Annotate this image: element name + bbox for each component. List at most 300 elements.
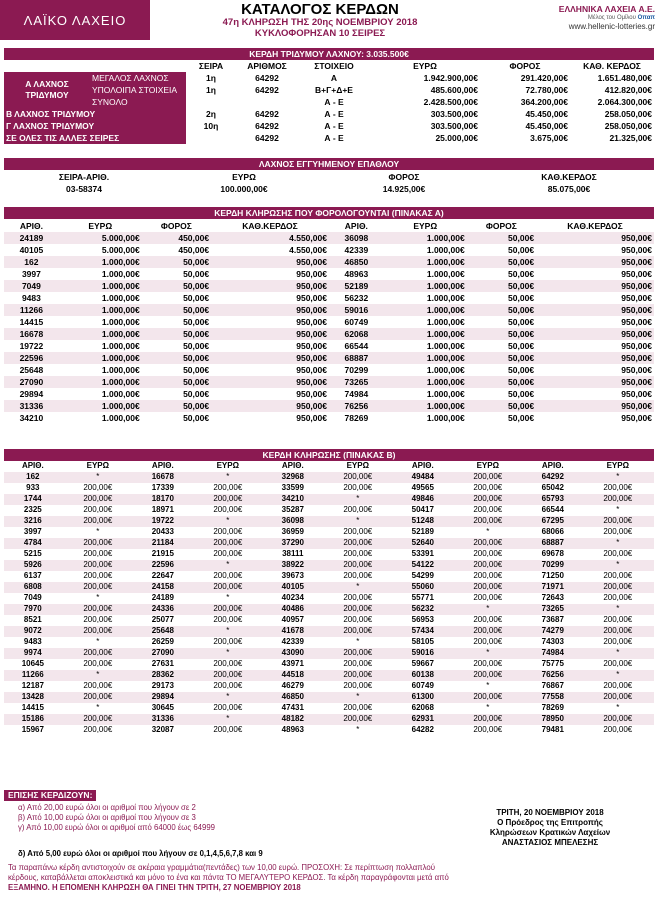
table-row — [4, 400, 654, 412]
table-cell: 200,00€ — [473, 560, 503, 570]
table-cell: 950,00€ — [621, 328, 652, 339]
table-row — [4, 538, 654, 549]
table-cell: 14.925,00€ — [382, 183, 426, 194]
table-cell: * — [486, 648, 490, 658]
table-cell: 52189 — [411, 527, 434, 537]
table-cell: 950,00€ — [296, 388, 327, 399]
table-cell: 64292 — [255, 84, 279, 95]
table-cell: 200,00€ — [603, 516, 633, 526]
table-cell: 1.000,00€ — [101, 304, 140, 315]
table-cell: * — [616, 670, 620, 680]
table-cell: 59667 — [411, 659, 434, 669]
table-cell: 10η — [203, 120, 219, 131]
table-cell: 200,00€ — [343, 560, 373, 570]
table-cell: 50,00€ — [183, 352, 210, 363]
table-cell: 69678 — [541, 549, 564, 559]
table-cell: 9072 — [23, 626, 42, 636]
table-cell: 200,00€ — [343, 571, 373, 581]
table-cell: 67295 — [541, 516, 564, 526]
table-cell: 32968 — [281, 472, 304, 482]
table-cell: 48963 — [344, 268, 369, 279]
table-cell: 37290 — [281, 538, 304, 548]
table-cell: 950,00€ — [621, 400, 652, 411]
table-cell: 47431 — [281, 703, 304, 713]
table-cell: * — [486, 681, 490, 691]
table-cell — [236, 96, 298, 108]
table-cell: * — [616, 604, 620, 614]
header-row — [4, 171, 654, 183]
table-cell: 200,00€ — [473, 538, 503, 548]
footer-line: β) Από 10,00 ευρώ όλοι οι αριθμοί που λήγουν σε 3 — [18, 813, 196, 822]
table-cell: 49846 — [411, 494, 434, 504]
table-cell: 200,00€ — [213, 670, 243, 680]
table-cell: ΦΟΡΟΣ — [388, 171, 420, 182]
table-row — [4, 505, 654, 516]
table-cell: 16678 — [151, 472, 174, 482]
footer-line: γ) Από 10,00 ευρώ όλοι οι αριθμοί από 64000 έως 64999 — [18, 823, 216, 832]
table-row — [4, 615, 654, 626]
table-cell: 950,00€ — [296, 328, 327, 339]
table-cell: 100.000,00€ — [220, 183, 268, 194]
table-row — [4, 120, 654, 132]
table-cell: 25648 — [151, 626, 174, 636]
table-cell: 40105 — [19, 244, 44, 255]
table-cell: 950,00€ — [621, 304, 652, 315]
table-cell: ΣΕΙΡΑ — [198, 60, 224, 71]
table-cell: 49484 — [411, 472, 434, 482]
table-cell: 77558 — [541, 692, 564, 702]
table-cell: 200,00€ — [343, 538, 373, 548]
table-cell: 200,00€ — [603, 483, 633, 493]
table-cell: 50,00€ — [183, 316, 210, 327]
table-cell: Α - Ε — [324, 120, 344, 131]
table-cell: 950,00€ — [621, 280, 652, 291]
table-cell: 50,00€ — [508, 388, 535, 399]
table-cell: 25077 — [151, 615, 174, 625]
table-cell: 24336 — [151, 604, 174, 614]
table-cell: 50,00€ — [183, 304, 210, 315]
table-cell: 200,00€ — [343, 472, 373, 482]
table-cell: 72.780,00€ — [525, 84, 568, 95]
table-cell: 1.000,00€ — [426, 280, 465, 291]
table-cell: 76867 — [541, 681, 564, 691]
table-cell: 200,00€ — [83, 692, 113, 702]
table-row — [4, 516, 654, 527]
table-cell: 22596 — [151, 560, 174, 570]
table-a — [4, 220, 654, 424]
table-cell: * — [96, 472, 100, 482]
table-cell: 65793 — [541, 494, 564, 504]
table-cell: 35287 — [281, 505, 304, 515]
table-cell — [90, 60, 186, 72]
column-header: ΦΟΡΟΣ — [485, 220, 517, 231]
table-cell: * — [616, 472, 620, 482]
column-header: ΑΡΙΘ. — [541, 461, 564, 471]
table-cell: 200,00€ — [83, 604, 113, 614]
table-cell: 200,00€ — [343, 648, 373, 658]
table-cell: 950,00€ — [621, 316, 652, 327]
table-cell: 1.000,00€ — [426, 232, 465, 243]
table-cell: 64292 — [255, 72, 279, 83]
table-cell: 59016 — [411, 648, 434, 658]
column-header: ΚΑΘ.ΚΕΡΔΟΣ — [567, 220, 623, 231]
brand-sub: Μέλος του Ομίλου Οπαπ — [587, 14, 655, 21]
table-row — [4, 549, 654, 560]
table-cell: 66544 — [344, 340, 369, 351]
column-header: ΕΥΡΩ — [606, 461, 629, 471]
table-cell: 200,00€ — [343, 626, 373, 636]
table-cell: 55060 — [411, 582, 434, 592]
table-cell: 6137 — [23, 571, 42, 581]
table-cell: 200,00€ — [83, 571, 113, 581]
header-row — [4, 220, 654, 232]
table-row — [4, 292, 654, 304]
table-cell: 3216 — [23, 516, 42, 526]
table-cell: 21915 — [151, 549, 174, 559]
table-cell: 200,00€ — [213, 615, 243, 625]
column-header: ΦΟΡΟΣ — [160, 220, 192, 231]
table-cell: 19722 — [19, 340, 44, 351]
table-cell: * — [226, 593, 230, 603]
table-cell: 36098 — [344, 232, 369, 243]
table-cell: 200,00€ — [603, 615, 633, 625]
table-cell: 79481 — [541, 725, 564, 735]
table-row — [4, 376, 654, 388]
table-cell: 1.000,00€ — [426, 400, 465, 411]
table-cell: 74984 — [541, 648, 564, 658]
column-header: ΑΡΙΘ. — [19, 220, 43, 231]
table-row — [4, 681, 654, 692]
table-cell: 200,00€ — [603, 725, 633, 735]
table-cell: ΚΑΘ. ΚΕΡΔΟΣ — [583, 60, 641, 71]
table-cell: 200,00€ — [603, 571, 633, 581]
table-cell: 1.000,00€ — [101, 352, 140, 363]
table-cell: 950,00€ — [621, 388, 652, 399]
table-cell: 59016 — [344, 304, 369, 315]
table-cell: 76256 — [541, 670, 564, 680]
table-cell: 200,00€ — [343, 615, 373, 625]
table-cell: 200,00€ — [473, 615, 503, 625]
table-cell: 2η — [206, 108, 216, 119]
table-cell: 200,00€ — [83, 483, 113, 493]
table-cell: 34210 — [19, 412, 44, 423]
table-cell: 258.050,00€ — [604, 108, 652, 119]
table-cell: 71971 — [541, 582, 564, 592]
tri-other-label: Γ ΛΑΧΝΟΣ ΤΡΙΔΥΜΟΥ — [4, 120, 186, 132]
table-cell: 364.200,00€ — [520, 96, 568, 107]
table-cell: 31336 — [151, 714, 174, 724]
tri-other-label: ΣΕ ΟΛΕΣ ΤΙΣ ΑΛΛΕΣ ΣΕΙΡΕΣ — [4, 132, 186, 144]
table-cell: 950,00€ — [296, 280, 327, 291]
table-cell: 950,00€ — [621, 244, 652, 255]
table-cell: 950,00€ — [296, 400, 327, 411]
table-cell: 45.450,00€ — [525, 108, 568, 119]
column-header: ΕΥΡΩ — [86, 461, 110, 471]
table-cell: 1.000,00€ — [101, 340, 140, 351]
opap-logo: Οπαπ — [637, 14, 655, 21]
tri-a-label: Α ΛΑΧΝΟΣ ΤΡΙΔΥΜΟΥ — [4, 72, 90, 108]
table-cell: 43090 — [281, 648, 304, 658]
table-cell: 9974 — [23, 648, 42, 658]
table-row — [4, 412, 654, 424]
table-cell: 50,00€ — [183, 280, 210, 291]
table-cell — [186, 96, 236, 108]
column-header: ΑΡΙΘ. — [151, 461, 174, 471]
table-a-bar: ΚΕΡΔΗ ΚΛΗΡΩΣΗΣ ΠΟΥ ΦΟΡΟΛΟΓΟΥΝΤΑΙ (ΠΙΝΑΚΑΣ Α) — [4, 207, 654, 219]
table-cell: 950,00€ — [621, 340, 652, 351]
table-cell: 200,00€ — [603, 626, 633, 636]
footer-line: α) Από 20,00 ευρώ όλοι οι αριθμοί που λήγουν σε 2 — [18, 803, 196, 812]
table-row — [4, 256, 654, 268]
table-cell — [186, 132, 236, 144]
table-row — [4, 637, 654, 648]
table-cell: ΣΤΟΙΧΕΙΟ — [314, 60, 354, 71]
table-cell: 1.000,00€ — [426, 388, 465, 399]
table-cell: 1.000,00€ — [101, 412, 140, 423]
table-cell: 33599 — [281, 483, 304, 493]
table-cell: * — [356, 516, 360, 526]
table-cell: * — [616, 703, 620, 713]
table-cell: ΚΑΘ.ΚΕΡΔΟΣ — [541, 171, 597, 182]
table-cell: 42339 — [344, 244, 369, 255]
table-cell: 11266 — [21, 670, 44, 680]
brand-block — [510, 4, 655, 32]
table-cell: 3.675,00€ — [530, 132, 568, 143]
table-cell: 1.651.480,00€ — [597, 72, 652, 83]
table-cell: 1.000,00€ — [101, 328, 140, 339]
table-cell: 30645 — [151, 703, 174, 713]
table-cell: 200,00€ — [83, 648, 113, 658]
table-cell: 50,00€ — [183, 268, 210, 279]
table-cell: 7970 — [23, 604, 42, 614]
table-cell: 50,00€ — [183, 364, 210, 375]
table-cell: * — [226, 472, 230, 482]
column-header: ΑΡΙΘ. — [411, 461, 434, 471]
table-cell: 200,00€ — [213, 571, 243, 581]
table-cell: 200,00€ — [213, 659, 243, 669]
table-cell: 52640 — [411, 538, 434, 548]
column-header: ΕΥΡΩ — [88, 220, 113, 231]
table-cell: 50,00€ — [508, 244, 535, 255]
guaranteed-bar: ΛΑΧΝΟΣ ΕΓΓΥΗΜΕΝΟΥ ΕΠΑΘΛΟΥ — [4, 158, 654, 170]
table-row — [4, 232, 654, 244]
table-cell: 46279 — [281, 681, 304, 691]
table-cell: 50,00€ — [183, 412, 210, 423]
table-cell: 4784 — [23, 538, 42, 548]
guaranteed-table — [4, 171, 654, 195]
table-cell: 56953 — [411, 615, 434, 625]
table-cell: 50,00€ — [183, 376, 210, 387]
table-row — [4, 494, 654, 505]
table-cell: 200,00€ — [603, 692, 633, 702]
table-cell: * — [486, 604, 490, 614]
footer-notes: Τα παραπάνω κέρδη αντιστοιχούν σε ακέραια γραμμάτια(πεντάδες) των 10,00 ευρώ. ΠΡΟΣΟΧΗ: Σε περίπτωση πολλαπλού κέρδους, καταβάλλεται αποκλειστικά και μόνο το ένα και πάντα ΤΟ ΜΕΓΑΛΥΤΕΡΟ ΚΕΡΔΟΣ. Τα κέρδη παραγράφονται μετά από ΕΞΑΜΗΝΟ. Η ΕΠΟΜΕΝΗ ΚΛΗΡΩΣΗ ΘΑ ΓΙΝΕΙ ΤΗΝ ΤΡΙΤΗ, 27 ΝΟΕΜΒΡΙΟΥ 2018 — [8, 863, 449, 892]
table-cell: * — [226, 648, 230, 658]
table-cell: 200,00€ — [343, 604, 373, 614]
table-cell: 1.000,00€ — [426, 304, 465, 315]
table-cell: 200,00€ — [473, 516, 503, 526]
table-cell: 200,00€ — [83, 725, 113, 735]
table-cell: 50,00€ — [508, 376, 535, 387]
table-cell: 21.325,00€ — [609, 132, 652, 143]
table-cell: 56232 — [344, 292, 369, 303]
table-cell: 412.820,00€ — [604, 84, 652, 95]
table-cell: 200,00€ — [83, 505, 113, 515]
table-cell: 73265 — [344, 376, 369, 387]
table-row — [4, 108, 654, 120]
table-cell: 50417 — [411, 505, 434, 515]
table-cell: 200,00€ — [473, 593, 503, 603]
table-cell: 1.000,00€ — [101, 292, 140, 303]
table-cell: 200,00€ — [343, 681, 373, 691]
table-b — [4, 461, 654, 736]
table-cell: 32087 — [151, 725, 174, 735]
table-cell: 450,00€ — [178, 244, 210, 255]
table-cell: 1.000,00€ — [426, 268, 465, 279]
table-cell: 200,00€ — [473, 494, 503, 504]
table-cell: 200,00€ — [83, 615, 113, 625]
table-cell: 1.000,00€ — [101, 364, 140, 375]
website-link[interactable]: www.hellenic-lotteries.gr — [568, 22, 655, 32]
table-cell: 2325 — [23, 505, 42, 515]
table-cell: 1.942.900,00€ — [423, 72, 478, 83]
table-row — [4, 582, 654, 593]
table-cell: 200,00€ — [473, 637, 503, 647]
table-cell: * — [486, 703, 490, 713]
table-row — [4, 328, 654, 340]
brand-name: ΕΛΛΗΝΙΚΑ ΛΑΧΕΙΑ Α.Ε. — [558, 4, 655, 14]
table-cell: 200,00€ — [343, 593, 373, 603]
table-cell: * — [226, 516, 230, 526]
footer — [4, 790, 654, 900]
header-row — [4, 183, 654, 195]
table-cell: 200,00€ — [343, 549, 373, 559]
table-cell: 12187 — [21, 681, 44, 691]
table-cell: 1.000,00€ — [426, 364, 465, 375]
table-cell: 48182 — [281, 714, 304, 724]
table-cell: 3997 — [23, 527, 42, 537]
table-cell: 950,00€ — [296, 316, 327, 327]
series-count: ΚΥΚΛΟΦΟΡΗΣΑΝ 10 ΣΕΙΡΕΣ — [254, 27, 386, 39]
table-cell: * — [96, 703, 100, 713]
table-cell: 2.064.300,00€ — [597, 96, 652, 107]
table-cell: 15967 — [21, 725, 44, 735]
table-cell: 1744 — [23, 494, 42, 504]
table-cell: 38111 — [282, 549, 304, 559]
table-cell: 31336 — [19, 400, 44, 411]
table-cell: 44518 — [281, 670, 304, 680]
column-header: ΕΥΡΩ — [216, 461, 240, 471]
table-cell: 303.500,00€ — [430, 108, 478, 119]
table-row — [4, 244, 654, 256]
table-cell: 200,00€ — [343, 670, 373, 680]
header-row — [4, 461, 654, 472]
table-cell: 15186 — [21, 714, 44, 724]
table-cell: 200,00€ — [473, 472, 503, 482]
table-cell: 933 — [26, 483, 40, 493]
table-row — [4, 304, 654, 316]
table-cell: 42339 — [281, 637, 304, 647]
table-cell: 200,00€ — [83, 560, 113, 570]
table-cell: 68887 — [541, 538, 564, 548]
table-cell: 8521 — [23, 615, 42, 625]
table-cell: 200,00€ — [83, 582, 113, 592]
table-cell: 36959 — [281, 527, 304, 537]
table-cell: 66544 — [541, 505, 564, 515]
tri-sub-label: ΥΠΟΛΟΙΠΑ ΣΤΟΙΧΕΙΑ — [90, 84, 186, 96]
table-cell: 1.000,00€ — [101, 316, 140, 327]
table-row — [4, 316, 654, 328]
table-cell: 27090 — [19, 376, 44, 387]
table-cell: 200,00€ — [473, 659, 503, 669]
table-cell: 52189 — [344, 280, 369, 291]
table-cell: 57434 — [411, 626, 434, 636]
table-cell: 40486 — [281, 604, 304, 614]
table-cell: 200,00€ — [213, 527, 243, 537]
table-cell: * — [616, 560, 620, 570]
table-cell: 14415 — [19, 316, 44, 327]
table-cell: 50,00€ — [183, 256, 210, 267]
table-row — [4, 670, 654, 681]
column-header: ΑΡΙΘ. — [281, 461, 304, 471]
table-cell: Α - Ε — [324, 96, 344, 107]
table-row — [4, 280, 654, 292]
table-cell: 27631 — [151, 659, 174, 669]
table-cell: 950,00€ — [621, 256, 652, 267]
table-cell: 9483 — [21, 292, 41, 303]
table-cell: 1.000,00€ — [426, 244, 465, 255]
table-cell: * — [486, 527, 490, 537]
tri-bar: ΚΕΡΔΗ ΤΡΙΔΥΜΟΥ ΛΑΧΝΟΥ: 3.035.500€ — [4, 48, 654, 60]
table-cell: * — [616, 648, 620, 658]
table-cell: 1.000,00€ — [101, 388, 140, 399]
table-row — [4, 714, 654, 725]
table-row — [4, 364, 654, 376]
table-cell: 950,00€ — [621, 352, 652, 363]
table-cell: 200,00€ — [213, 505, 243, 515]
table-row — [4, 132, 654, 144]
table-cell: 50,00€ — [183, 340, 210, 351]
table-cell: 71250 — [541, 571, 564, 581]
table-cell: 60749 — [411, 681, 434, 691]
table-cell: 200,00€ — [343, 703, 373, 713]
table-cell: 50,00€ — [183, 292, 210, 303]
table-cell: 68887 — [344, 352, 369, 363]
page-title-block — [150, 2, 490, 38]
table-cell: 74279 — [541, 626, 564, 636]
table-cell: 950,00€ — [296, 352, 327, 363]
table-cell: 5.000,00€ — [101, 232, 140, 243]
table-cell: ΦΟΡΟΣ — [509, 60, 541, 71]
table-cell: 200,00€ — [603, 494, 633, 504]
table-row — [4, 268, 654, 280]
table-row — [4, 72, 654, 84]
table-cell: 1.000,00€ — [101, 400, 140, 411]
table-row — [4, 527, 654, 538]
table-cell: 200,00€ — [473, 483, 503, 493]
table-cell: 162 — [24, 256, 39, 267]
table-cell: 25648 — [19, 364, 44, 375]
table-cell: 36098 — [281, 516, 304, 526]
table-cell: 200,00€ — [213, 725, 243, 735]
table-cell: 200,00€ — [83, 626, 113, 636]
table-cell: 950,00€ — [296, 256, 327, 267]
table-cell: 200,00€ — [343, 659, 373, 669]
table-row — [4, 725, 654, 736]
table-cell: 200,00€ — [473, 571, 503, 581]
table-cell: 1.000,00€ — [101, 376, 140, 387]
table-cell: 76256 — [344, 400, 369, 411]
